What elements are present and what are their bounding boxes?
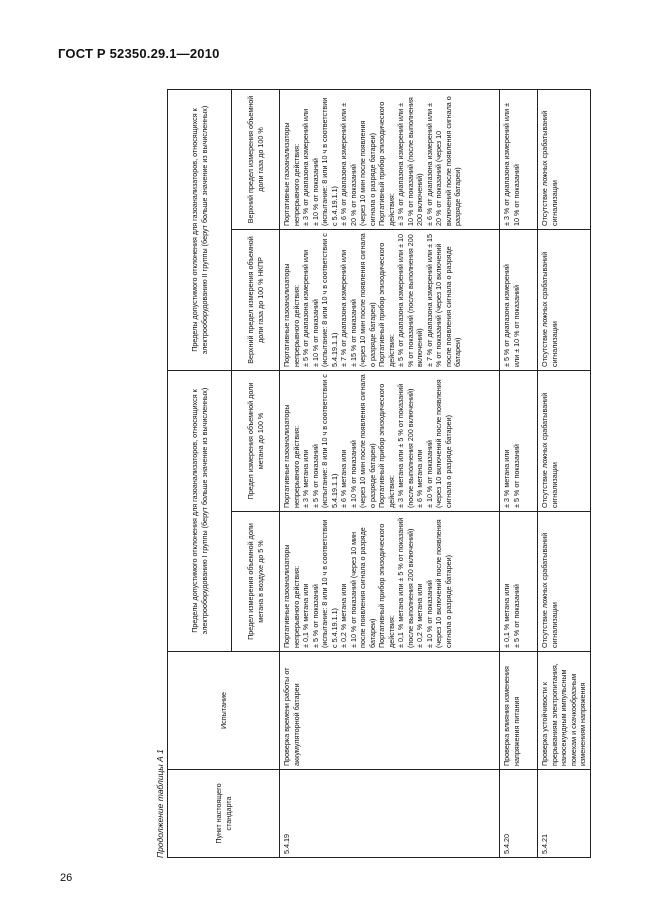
cell-text-line: ± 10 % от показаний: [310, 158, 320, 226]
cell-text-line: Отсутствие ложных срабатываний сигнализации: [540, 532, 559, 648]
cell-text-line: Портативные газоанализаторы непрерывного действия:: [282, 263, 301, 367]
cell-text-line: ± 10 % от показаний (через 10 мин после появления сигнала о разряде батареи): [348, 527, 377, 648]
cell-text-line: Портативный прибор эпизодического действия:: [377, 101, 396, 226]
cell-text-line: ± 5 % от показаний: [310, 444, 320, 508]
cell-text-line: Портативный прибор эпизодического действия:: [377, 523, 396, 648]
cell-tolerance-3: [538, 230, 591, 371]
cell-tolerance-4: [280, 89, 500, 229]
cell-point: 5.4.20: [500, 770, 538, 858]
cell-text-line: ± 3 % от диапазона измерений или ± 10 % от показаний: [502, 102, 521, 226]
cell-text-line: Портативный прибор эпизодического действия:: [377, 242, 396, 367]
cell-text-line: или ± 10 % от показаний: [511, 284, 521, 367]
document-header: ГОСТ Р 52350.29.1—2010: [58, 46, 220, 61]
cell-text-line: ± 3 % метана или ± 5 % от показаний (после выполнения 200 включений): [396, 383, 415, 508]
cell-text-line: Портативные газоанализаторы непрерывного действия:: [282, 544, 301, 648]
cell-text-line: ± 0,2 % метана или: [415, 583, 424, 648]
cell-text-line: ± 5 % от диапазона измерений или ± 10 % от показаний (после выполнения 200 включений): [396, 233, 424, 367]
cell-point: 5.4.19: [280, 770, 500, 858]
cell-text-line: (через 10 включений после появления сигнала о разряде батареи): [434, 519, 453, 648]
sub-header-3: Верхний предел измерения объемной доли газа до 100 % НКПР: [232, 230, 280, 371]
cell-tolerance-1: [280, 512, 500, 652]
cell-tolerance-2: [280, 371, 500, 512]
col-header-test: Испытание: [168, 652, 280, 770]
cell-text-line: ± 6 % от диапазона измерений или ± 20 % от показаний: [339, 102, 358, 226]
cell-text-line: Отсутствие ложных срабатываний сигнализации: [540, 392, 559, 508]
sub-header-2: Предел измерения объемной доли метана до 100 %: [232, 371, 280, 512]
cell-test: Проверка времени работы от аккумуляторной батареи: [280, 652, 500, 770]
cell-text-line: ± 10 % от показаний: [310, 299, 320, 367]
cell-text-line: ± 0,2 % метана или: [339, 583, 348, 648]
group2-header: Пределы допустимого отклонения для газоанализаторов, относящихся к электрооборудованию II группы (берут больше значение из вычисленных): [168, 89, 232, 370]
cell-text-line: ± 10 % от показаний: [424, 580, 434, 648]
cell-text-line: ± 5 % от диапазона измерений: [502, 264, 511, 367]
cell-text-line: ± 0,1 % метана или: [502, 583, 511, 648]
cell-text-line: (через 10 мин после появления сигнала о разряде батареи): [358, 120, 377, 226]
cell-tolerance-3: [280, 230, 500, 371]
cell-text-line: ± 3 % метана или: [301, 449, 310, 508]
group1-header: Пределы допустимого отклонения для газоанализаторов, относящихся к электрооборудованию I группы (берут больше значение из вычисленных): [168, 371, 232, 652]
page-number: 26: [60, 872, 73, 884]
sub-header-1: Предел измерения объемной доли метана в воздухе до 5 %: [232, 512, 280, 652]
cell-tolerance-2: [538, 371, 591, 512]
cell-text-line: ± 7 % от диапазона измерений или ± 15 % от показаний (через 10 включений после появления сигнала о разряде батареи): [424, 233, 462, 367]
cell-text-line: ± 3 % от диапазона измерений или: [301, 108, 310, 226]
cell-point: 5.4.21: [538, 770, 591, 858]
cell-text-line: ± 15 % от показаний: [348, 299, 358, 367]
requirements-table: [167, 89, 591, 858]
cell-text-line: ± 10 % от показаний: [424, 440, 434, 508]
table-row: [500, 89, 538, 857]
cell-text-line: ± 5 % от показаний: [511, 444, 521, 508]
cell-text-line: (испытание: 8 или 10 ч в соответствии с 5.4.19.1.1): [320, 233, 339, 367]
cell-text-line: ± 5 % от показаний: [511, 584, 521, 648]
cell-text-line: Портативный прибор эпизодического действия:: [377, 383, 396, 508]
cell-text-line: ± 6 % от диапазона измерений или ± 20 % от показаний (через 10 включений после появления сигнала о разряде батареи): [424, 96, 462, 226]
cell-tolerance-2: [500, 371, 538, 512]
cell-text-line: Отсутствие ложных срабатываний сигнализации: [540, 251, 559, 367]
sub-header-4: Верхний предел измерения объемной доли газа до 100 %: [232, 89, 280, 229]
cell-tolerance-3: [500, 230, 538, 371]
cell-text-line: Портативные газоанализаторы непрерывного действия:: [282, 404, 301, 508]
table-row: [538, 89, 591, 857]
cell-text-line: ± 0,1 % метана или: [301, 583, 310, 648]
cell-tolerance-4: [500, 89, 538, 229]
cell-text-line: (через 10 включений после появления сигнала о разряде батареи): [434, 379, 453, 508]
col-header-point: Пункт настоящего стандарта: [168, 770, 280, 858]
cell-text-line: (испытание: 8 или 10 ч в соответствии с 5.4.19.1.1): [320, 374, 339, 508]
cell-text-line: ± 3 % от диапазона измерений или ± 10 % от показаний (после выполнения 200 включений): [396, 97, 424, 226]
cell-text-line: (испытание: 8 или 10 ч в соответствии с 5.4.19.1.1): [320, 97, 339, 226]
cell-text-line: (через 10 мин после появления сигнала о разряде батареи): [358, 233, 377, 367]
cell-text-line: Отсутствие ложных срабатываний сигнализации: [540, 110, 559, 226]
cell-tolerance-1: [538, 512, 591, 652]
table-continuation-caption: Продолжение таблицы А 1: [155, 749, 165, 858]
cell-text-line: ± 7 % от диапазона измерений или: [339, 249, 348, 367]
cell-text-line: (через 10 мин после появления сигнала о разряде батареи): [358, 374, 377, 508]
cell-text-line: (испытание: 8 или 10 ч в соответствии с 5.4.19.1.1): [320, 519, 339, 648]
cell-text-line: ± 3 % метана или: [502, 449, 511, 508]
cell-tolerance-4: [538, 89, 591, 229]
cell-text-line: ± 5 % от показаний: [310, 584, 320, 648]
table-body: [280, 89, 591, 857]
cell-text-line: ± 0,1 % метана или ± 5 % от показаний (после выполнения 200 включений): [396, 517, 415, 648]
cell-text-line: ± 6 % метана или: [415, 449, 424, 508]
rotated-table-area: [155, 90, 587, 858]
cell-text-line: ± 10 % от показаний: [348, 440, 358, 508]
cell-text-line: ± 6 % метана или: [339, 449, 348, 508]
cell-test: Проверка влияния изменения напряжения питания: [500, 652, 538, 770]
cell-text-line: ± 5 % от диапазона измерений или: [301, 249, 310, 367]
table-row: [280, 89, 500, 857]
cell-tolerance-1: [500, 512, 538, 652]
cell-test: Проверка устойчивости к прерываниям электропитания, наносекундным импульсным помехам и скачкообразным изменениям напряжения: [538, 652, 591, 770]
cell-text-line: Портативные газоанализаторы непрерывного действия:: [282, 122, 301, 226]
